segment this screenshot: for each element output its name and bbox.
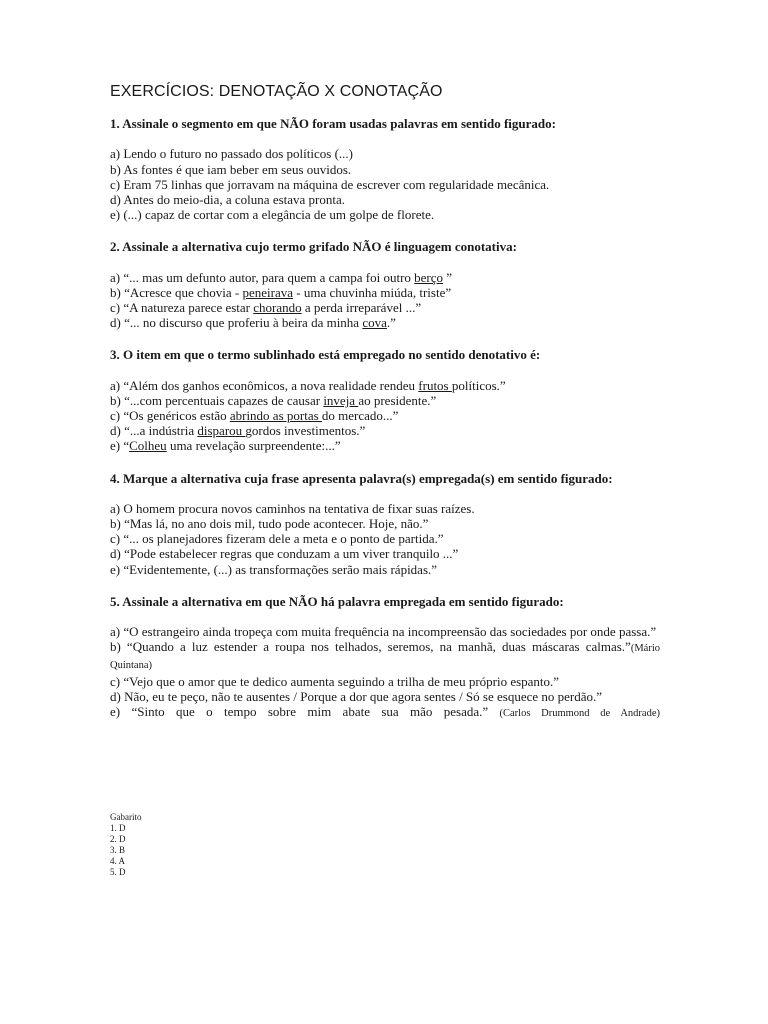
question-1-prompt: 1. Assinale o segmento em que NÃO foram usadas palavras em sentido figurado: — [110, 116, 556, 132]
option-2b — [110, 285, 660, 300]
option-text: d) “...a indústria — [110, 423, 198, 439]
option-text: a) “... mas um defunto autor, para quem a campa foi outro — [110, 269, 415, 285]
question-3-options — [110, 378, 660, 454]
answer-key-item: 2. D — [110, 834, 126, 844]
option-5c: c) “Vejo que o amor que te dedico aumenta seguindo a trilha de meu próprio espanto.” — [110, 673, 560, 689]
option-text: a perda irreparável ...” — [301, 300, 422, 316]
option-3b — [110, 393, 660, 408]
underlined-term: berço — [414, 269, 444, 285]
underlined-term: peneirava — [242, 284, 293, 300]
question-5-prompt: 5. Assinale a alternativa em que NÃO há palavra empregada em sentido figurado: — [110, 593, 564, 609]
underlined-term: abrindo as portas — [229, 408, 322, 424]
option-2c — [110, 300, 660, 315]
page-title: EXERCÍCIOS: DENOTAÇÃO X CONOTAÇÃO — [110, 83, 443, 100]
option-1a: a) Lendo o futuro no passado dos políticos (...) — [110, 146, 353, 162]
option-text: b) “Quando a luz estender a roupa nos telhados, seremos, na manhã, duas máscaras calmas.” — [110, 639, 631, 655]
option-text: d) “... no discurso que proferiu à beira da minha — [110, 315, 363, 331]
option-text: ” — [443, 269, 453, 285]
answer-key-item: 3. B — [110, 845, 126, 855]
option-3d — [110, 423, 660, 438]
option-text: do mercado...” — [321, 408, 399, 424]
answer-key — [110, 812, 142, 878]
option-text: ao presidente.” — [358, 392, 437, 408]
option-2a — [110, 270, 660, 285]
option-text: a) “Além dos ganhos econômicos, a nova realidade rendeu — [110, 377, 419, 393]
option-4b: b) “Mas lá, no ano dois mil, tudo pode acontecer. Hoje, não.” — [110, 516, 429, 532]
document-page — [110, 84, 660, 738]
question-4-prompt: 4. Marque a alternativa cuja frase apresenta palavra(s) empregada(s) em sentido figurado: — [110, 470, 613, 486]
option-text: e) “Sinto que o tempo sobre mim abate sua mão pesada.” — [110, 704, 489, 720]
question-2-options — [110, 270, 660, 331]
option-text: b) “...com percentuais capazes de causar — [110, 392, 324, 408]
option-text: .” — [386, 315, 396, 331]
author-credit: (Mário Quintana) — [110, 643, 660, 672]
option-text: uma revelação surpreendente:...” — [166, 438, 341, 454]
option-5d: d) Não, eu te peço, não te ausentes / Porque a dor que agora sentes / Só se esquece no perdão.” — [110, 688, 603, 704]
option-1c: c) Eram 75 linhas que jorravam na máquina de escrever com regularidade mecânica. — [110, 176, 550, 192]
option-1e: e) (...) capaz de cortar com a elegância de um golpe de florete. — [110, 207, 435, 223]
option-3c — [110, 408, 660, 423]
question-4-options — [110, 501, 660, 577]
option-1d: d) Antes do meio-dia, a coluna estava pronta. — [110, 192, 346, 208]
question-5-options — [110, 624, 660, 721]
option-2d — [110, 315, 660, 330]
option-5e — [110, 704, 660, 721]
option-text: - uma chuvinha miúda, triste” — [293, 284, 452, 300]
underlined-term: Colheu — [129, 438, 167, 454]
answer-key-item: 5. D — [110, 867, 126, 877]
answer-key-item: 4. A — [110, 856, 126, 866]
option-4e: e) “Evidentemente, (...) as transformações serão mais rápidas.” — [110, 561, 438, 577]
option-3a — [110, 378, 660, 393]
answer-key-label: Gabarito — [110, 812, 142, 822]
underlined-term: inveja — [323, 392, 359, 408]
underlined-term: cova — [362, 315, 387, 331]
option-text: c) “A natureza parece estar — [110, 300, 254, 316]
option-5a: a) “O estrangeiro ainda tropeça com muita frequência na incompreensão das sociedades por onde passa.” — [110, 624, 657, 640]
option-4c: c) “... os planejadores fizeram dele a meta e o ponto de partida.” — [110, 531, 444, 547]
question-2-prompt: 2. Assinale a alternativa cujo termo grifado NÃO é linguagem conotativa: — [110, 239, 517, 255]
author-credit: (Carlos Drummond de Andrade) — [499, 708, 660, 720]
option-text: c) “Os genéricos estão — [110, 408, 230, 424]
option-text: e) “ — [110, 438, 130, 454]
option-text: políticos.” — [451, 377, 506, 393]
question-1-options — [110, 146, 660, 222]
option-3e — [110, 438, 660, 453]
underlined-term: chorando — [253, 300, 302, 316]
option-text: gordos investimentos.” — [245, 423, 366, 439]
option-4a: a) O homem procura novos caminhos na tentativa de fixar suas raízes. — [110, 500, 475, 516]
option-5b — [110, 639, 660, 673]
option-4d: d) “Pode estabelecer regras que conduzam a um viver tranquilo ...” — [110, 546, 459, 562]
option-text: b) “Acresce que chovia - — [110, 284, 243, 300]
underlined-term: frutos — [418, 377, 452, 393]
answer-key-item: 1. D — [110, 823, 126, 833]
option-1b: b) As fontes é que iam beber em seus ouvidos. — [110, 161, 352, 177]
underlined-term: disparou — [197, 423, 246, 439]
question-3-prompt: 3. O item em que o termo sublinhado está empregado no sentido denotativo é: — [110, 347, 541, 363]
